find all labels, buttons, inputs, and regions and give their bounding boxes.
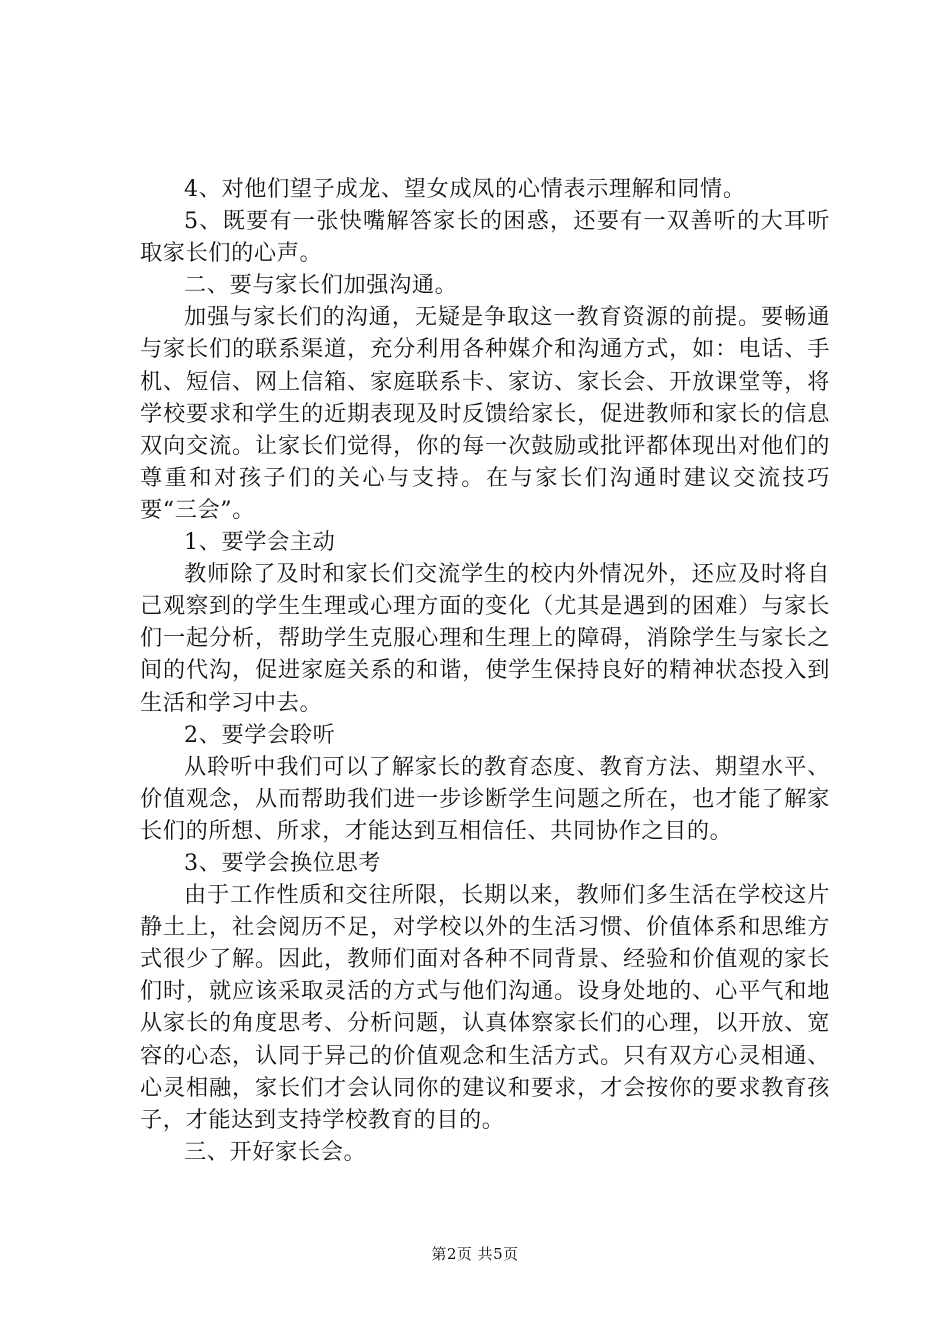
- paragraph-initiative: 教师除了及时和家长们交流学生的校内外情况外，还应及时将自己观察到的学生生理或心理方面的变化（尤其是遇到的困难）与家长们一起分析，帮助学生克服心理和生理上的障碍，消除学生与家长之间的代沟，促进家庭关系的和谐，使学生保持良好的精神状态投入到生活和学习中去。: [140, 561, 830, 716]
- subheading-initiative: 1、要学会主动: [184, 529, 336, 556]
- paragraph-communication: 加强与家长们的沟通，无疑是争取这一教育资源的前提。要畅通与家长们的联系渠道，充分利用各种媒介和沟通方式，如：电话、手机、短信、网上信箱、家庭联系卡、家访、家长会、开放课堂等，将学校要求和学生的近期表现及时反馈给家长，促进教师和家长的信息双向交流。让家长们觉得，你的每一次鼓励或批评都体现出对他们的尊重和对孩子们的关心与支持。在与家长们沟通时建议交流技巧要“三会”。: [140, 304, 830, 523]
- subheading-listening: 2、要学会聆听: [184, 721, 336, 748]
- subheading-empathy: 3、要学会换位思考: [184, 849, 382, 876]
- section-heading-parent-meeting: 三、开好家长会。: [184, 1138, 367, 1165]
- document-body: [140, 173, 830, 1168]
- paragraph-empathy: 由于工作性质和交往所限，长期以来，教师们多生活在学校这片静土上，社会阅历不足，对学校以外的生活习惯、价值体系和思维方式很少了解。因此，教师们面对各种不同背景、经验和价值观的家长们时，就应该采取灵活的方式与他们沟通。设身处地的、心平气和地从家长的角度思考、分析问题，认真体察家长们的心理，以开放、宽容的心态，认同于异己的价值观念和生活方式。只有双方心灵相通、心灵相融，家长们才会认同你的建议和要求，才会按你的要求教育孩子，才能达到支持学校教育的目的。: [140, 882, 830, 1133]
- paragraph-item-5: 5、既要有一张快嘴解答家长的困惑，还要有一双善听的大耳听取家长们的心声。: [140, 208, 830, 267]
- section-heading-communication: 二、要与家长们加强沟通。: [184, 272, 458, 299]
- paragraph-listening: 从聆听中我们可以了解家长的教育态度、教育方法、期望水平、价值观念，从而帮助我们进一步诊断学生问题之所在，也才能了解家长们的所想、所求，才能达到互相信任、共同协作之目的。: [140, 753, 830, 844]
- paragraph-item-4: 4、对他们望子成龙、望女成凤的心情表示理解和同情。: [184, 176, 746, 202]
- page-number: 第2页 共5页: [431, 1245, 519, 1263]
